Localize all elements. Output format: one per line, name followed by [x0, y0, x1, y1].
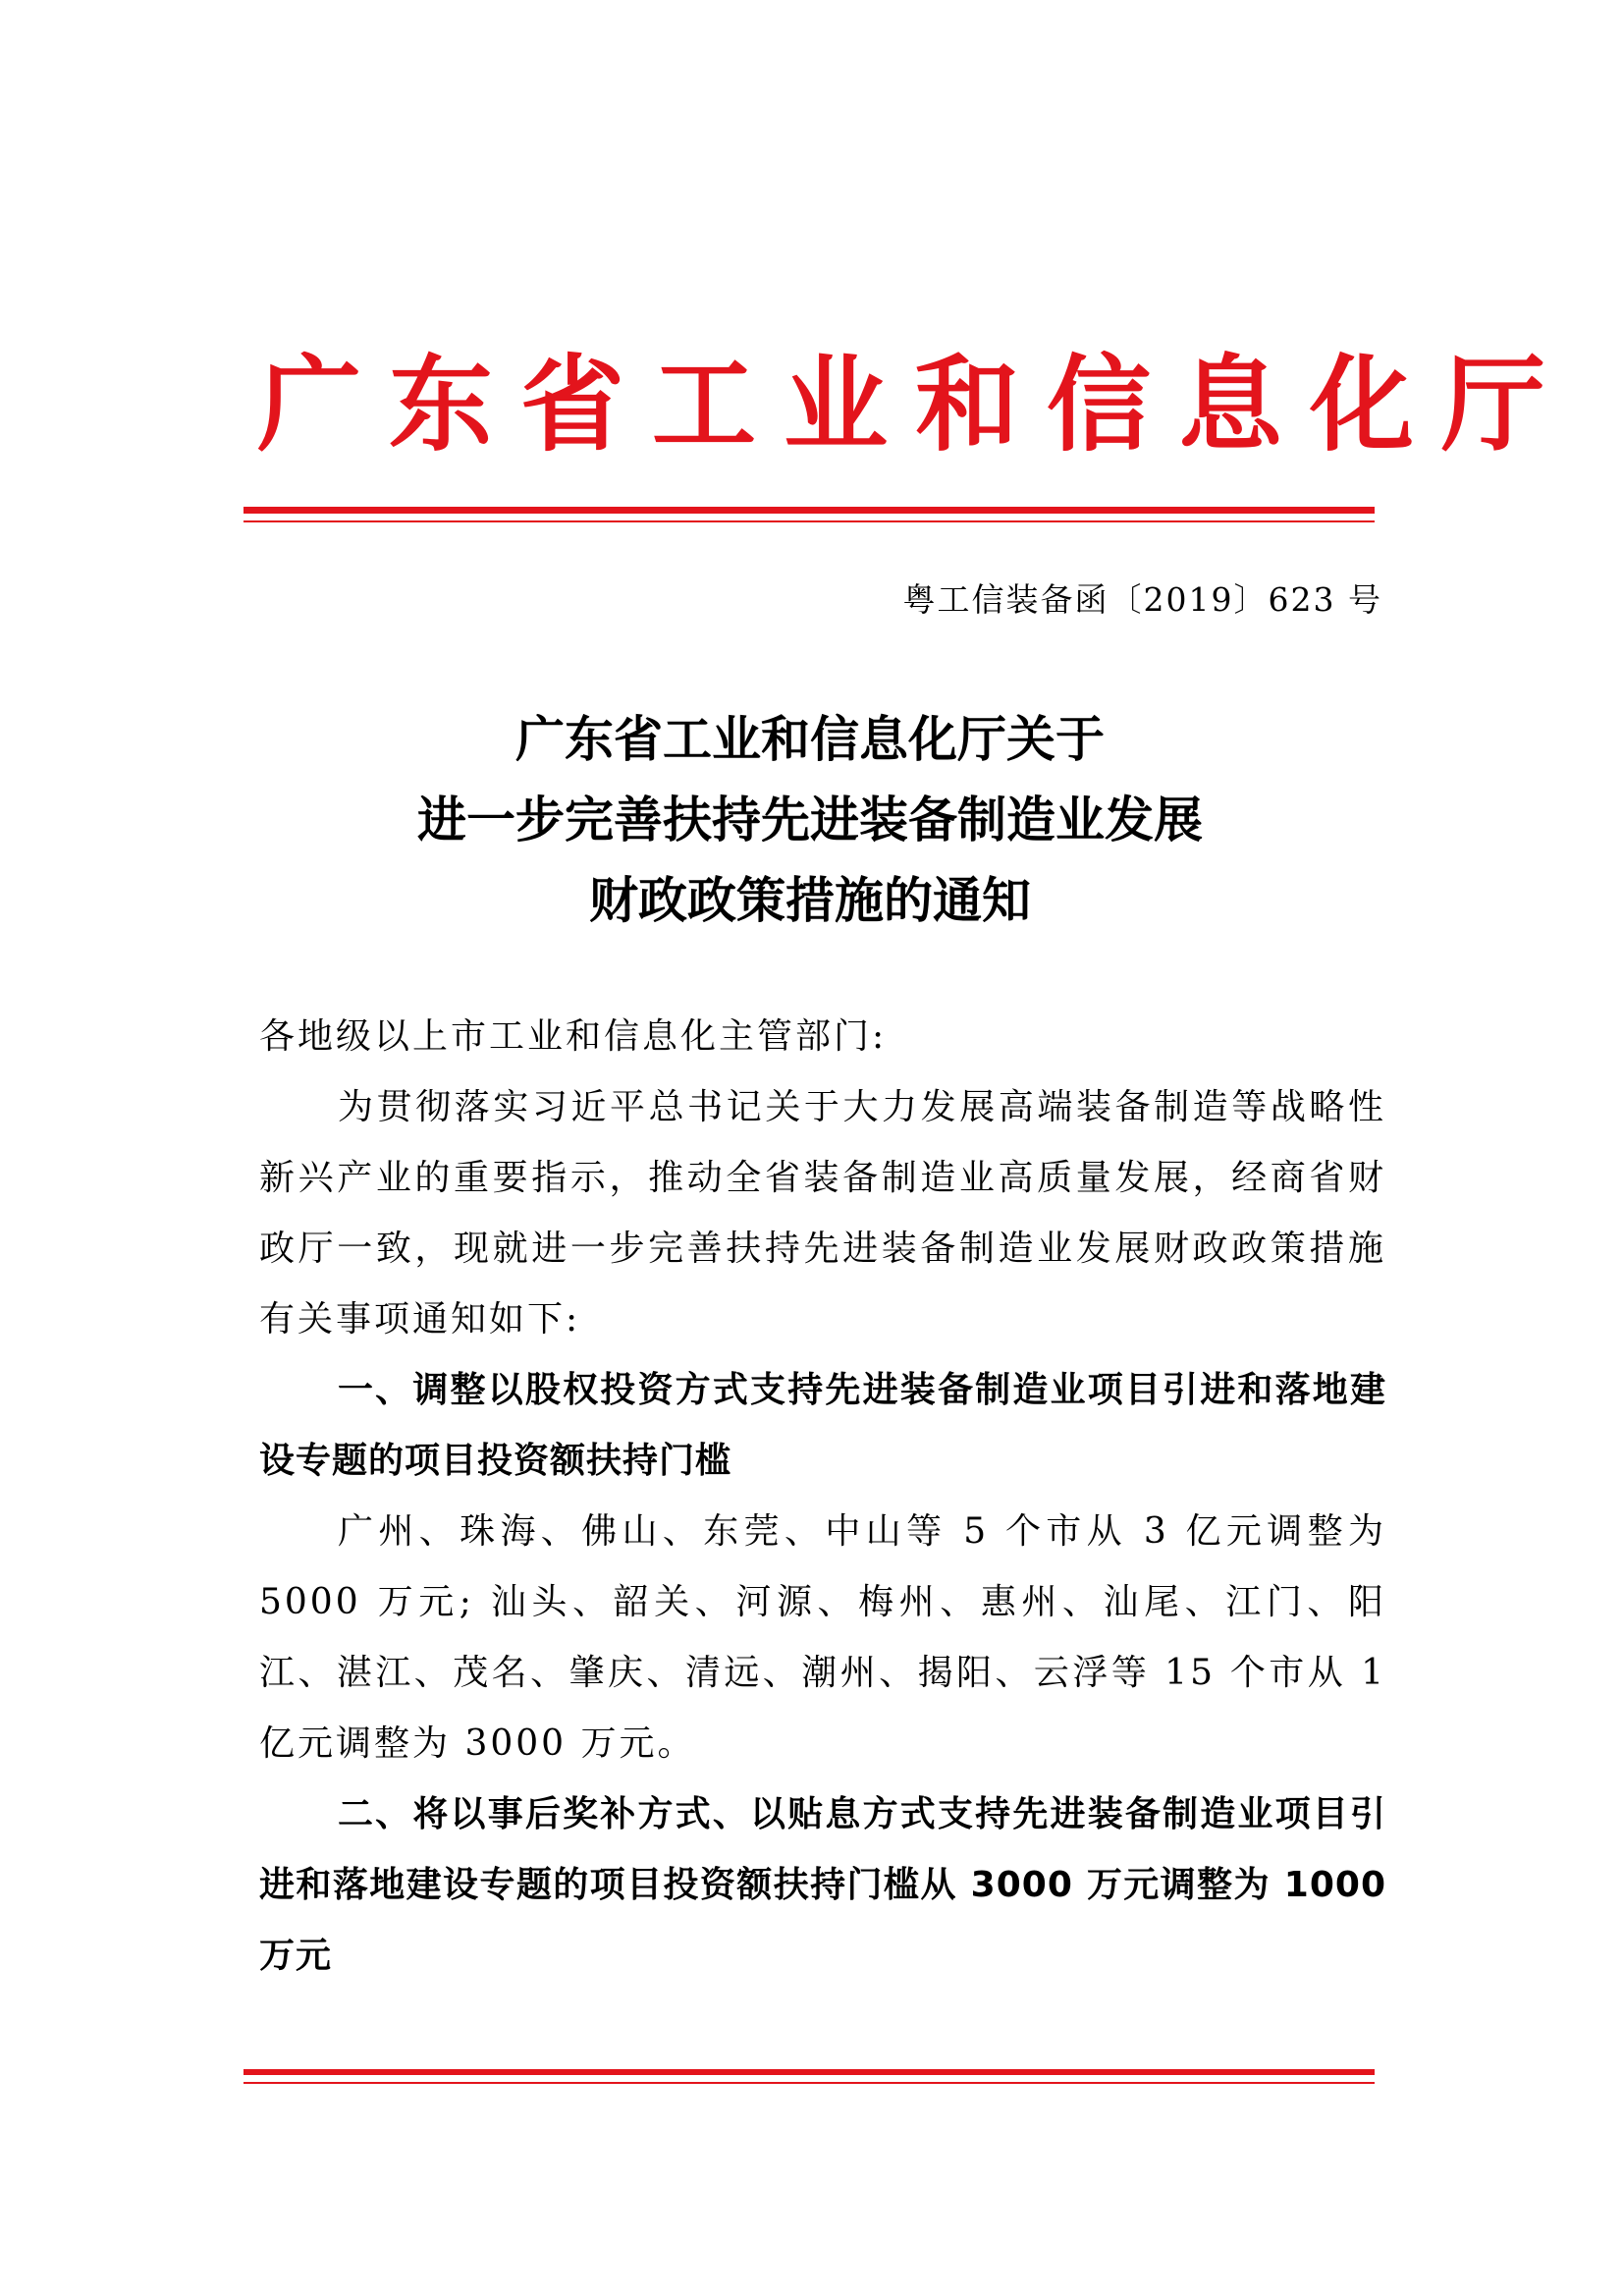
title-line: 广东省工业和信息化厅关于	[515, 710, 1105, 768]
addressee: 各地级以上市工业和信息化主管部门:	[259, 1016, 888, 1057]
document-body	[259, 1002, 1386, 1992]
title-line: 进一步完善扶持先进装备制造业发展	[417, 791, 1203, 848]
footer-red-rule-thin	[243, 2082, 1375, 2084]
intro-paragraph: 为贯彻落实习近平总书记关于大力发展高端装备制造等战略性新兴产业的重要指示，推动全省装备制造业高质量发展，经商省财政厅一致，现就进一步完善扶持先进装备制造业发展财政政策措施有关事项通知如下:	[259, 1087, 1386, 1339]
title-line: 财政政策措施的通知	[589, 871, 1031, 929]
section-1-heading: 一、调整以股权投资方式支持先进装备制造业项目引进和落地建设专题的项目投资额扶持门槛	[259, 1370, 1386, 1481]
header-red-rule-thin	[243, 520, 1375, 522]
footer-red-rule-thick	[243, 2069, 1375, 2075]
document-title	[255, 699, 1365, 941]
header-red-rule-thick	[243, 507, 1375, 514]
document-number: 粤工信装备函〔2019〕623 号	[902, 580, 1382, 619]
section-1-paragraph: 广州、珠海、佛山、东莞、中山等 5 个市从 3 亿元调整为 5000 万元; 汕头、韶关、河源、梅州、惠州、汕尾、江门、阳江、湛江、茂名、肇庆、清远、潮州、揭阳、云浮等 15 个市从 1 亿元调整为 3000 万元。	[259, 1511, 1386, 1764]
section-2-heading: 二、将以事后奖补方式、以贴息方式支持先进装备制造业项目引进和落地建设专题的项目投资额扶持门槛从 3000 万元调整为 1000 万元	[259, 1794, 1386, 1976]
issuing-authority-header: 广东省工业和信息化厅	[257, 345, 1573, 465]
